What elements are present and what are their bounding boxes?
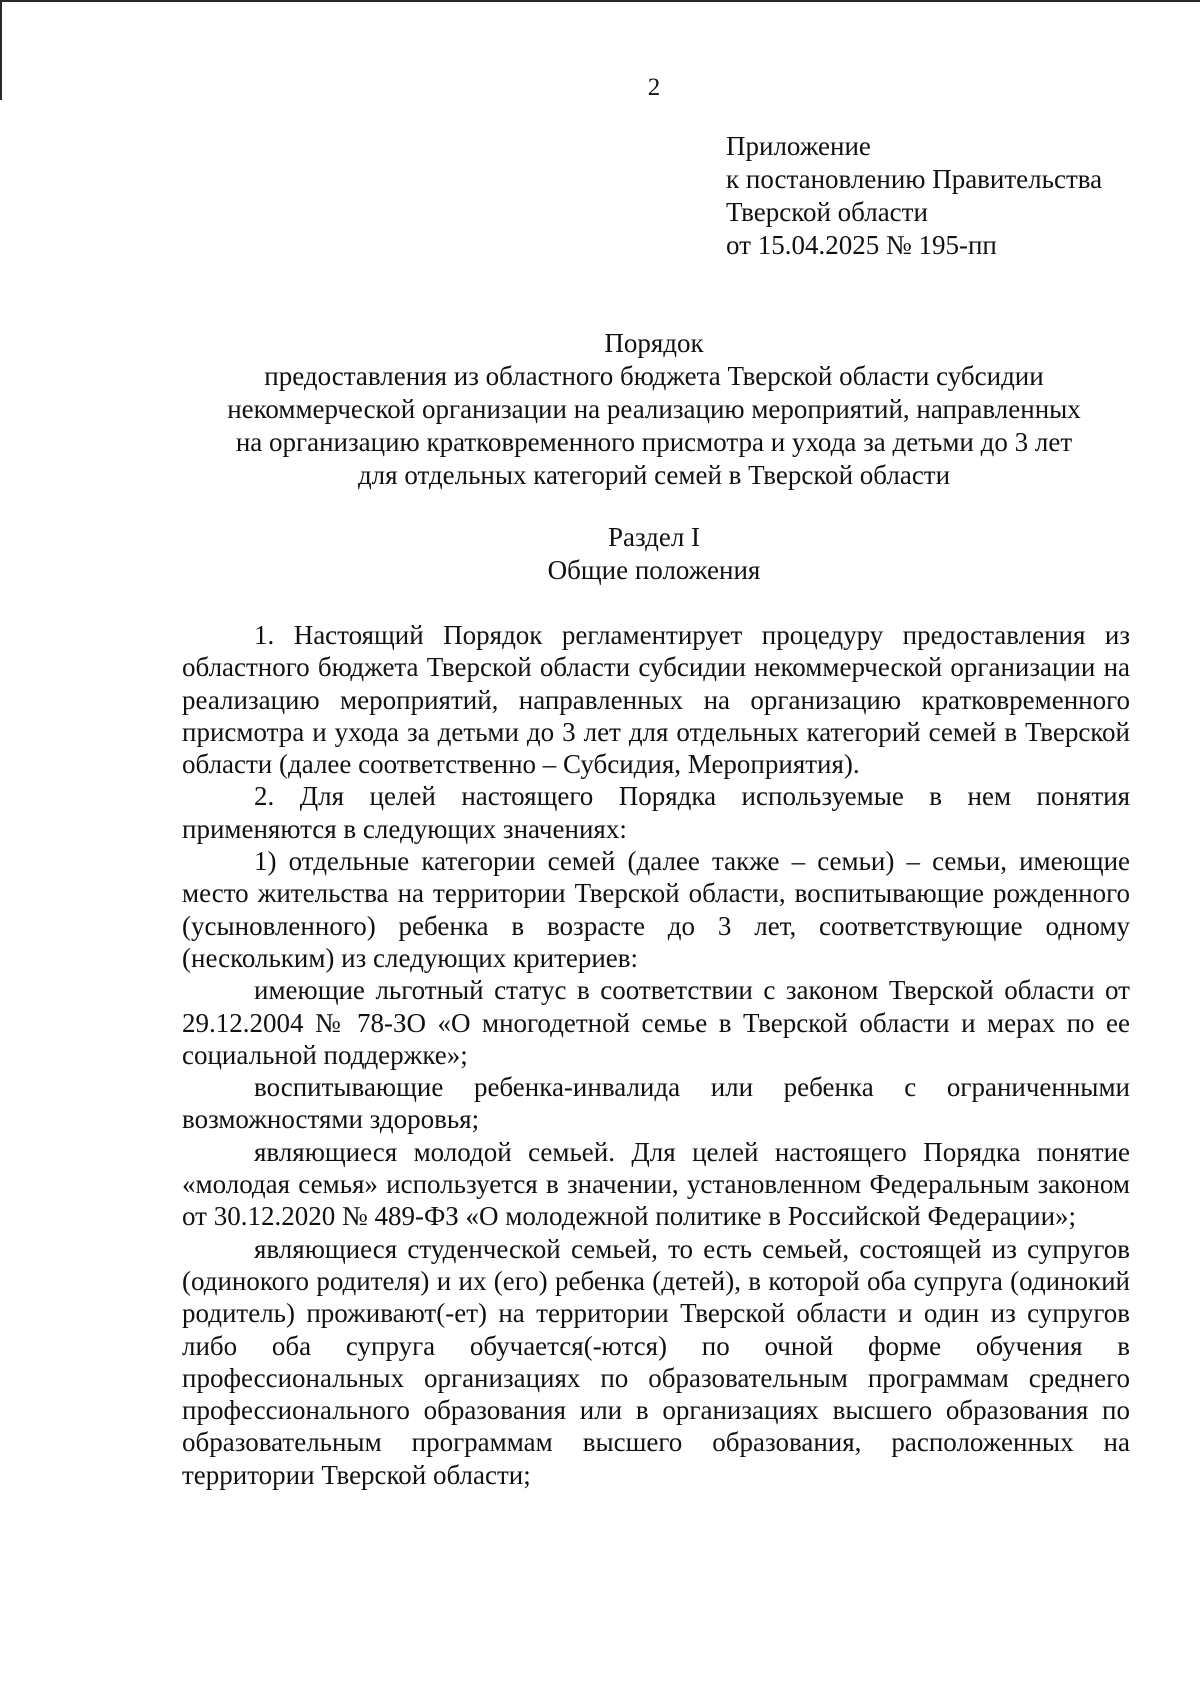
appendix-line: от 15.04.2025 № 195-пп	[726, 230, 997, 260]
appendix-block	[726, 130, 1102, 262]
appendix-line: Приложение	[726, 131, 871, 161]
title-line: на организацию кратковременного присмотра и ухода за детьми до 3 лет	[235, 427, 1073, 457]
section-heading	[180, 521, 1128, 587]
paragraph: являющиеся молодой семьей. Для целей настоящего Порядка понятие «молодая семья» используется в значении, установленном Федеральным законом от 30.12.2020 № 489-ФЗ «О молодежной политике в Российской Федерации»;	[182, 1136, 1130, 1232]
appendix-line: к постановлению Правительства	[726, 164, 1103, 194]
scan-edge-top	[0, 0, 1200, 2]
paragraph: 2. Для целей настоящего Порядка используемые в нем понятия применяются в следующих значениях:	[182, 781, 1130, 844]
body-text	[182, 619, 1130, 1491]
paragraph: являющиеся студенческой семьей, то есть семьей, состоящей из супругов (одинокого родителя) и их (его) ребенка (детей), в которой оба супруга (одинокий родитель) проживают(-ет) на территории Тверской области и один из супругов либо оба супруга обучается(-ются) по очной форме обучения в профессиональных организациях по образовательным программам среднего профессионального образования или в организациях высшего образования по образовательным программам высшего образования, расположенных на территории Тверской области;	[182, 1233, 1130, 1490]
paragraph: 1) отдельные категории семей (далее также – семьи) – семьи, имеющие место жительства на территории Тверской области, воспитывающие рожденного (усыновленного) ребенка в возрасте до 3 лет, соответствующие одному (нескольким) из следующих критериев:	[182, 846, 1130, 973]
appendix-line: Тверской области	[726, 197, 928, 227]
paragraph: воспитывающие ребенка-инвалида или ребенка с ограниченными возможностями здоровья;	[182, 1072, 1130, 1135]
paragraph: 1. Настоящий Порядок регламентирует процедуру предоставления из областного бюджета Тверской области субсидии некоммерческой организации на реализацию мероприятий, направленных на организацию кратковременного присмотра и ухода за детьми до 3 лет для отдельных категорий семей в Тверской области (далее соответственно – Субсидия, Мероприятия).	[182, 620, 1130, 780]
section-name: Общие положения	[547, 555, 761, 585]
section-number: Раздел I	[607, 522, 701, 552]
title-line: некоммерческой организации на реализацию мероприятий, направленных	[227, 394, 1081, 424]
title-heading: Порядок	[604, 328, 704, 358]
paragraph: имеющие льготный статус в соответствии с законом Тверской области от 29.12.2004 № 78-ЗО «О многодетной семье в Тверской области и мерах по ее социальной поддержке»;	[182, 975, 1130, 1070]
title-line: предоставления из областного бюджета Тверской области субсидии	[264, 361, 1044, 391]
title-line: для отдельных категорий семей в Тверской области	[357, 460, 951, 490]
document-title	[180, 327, 1128, 492]
page-number: 2	[647, 74, 661, 101]
